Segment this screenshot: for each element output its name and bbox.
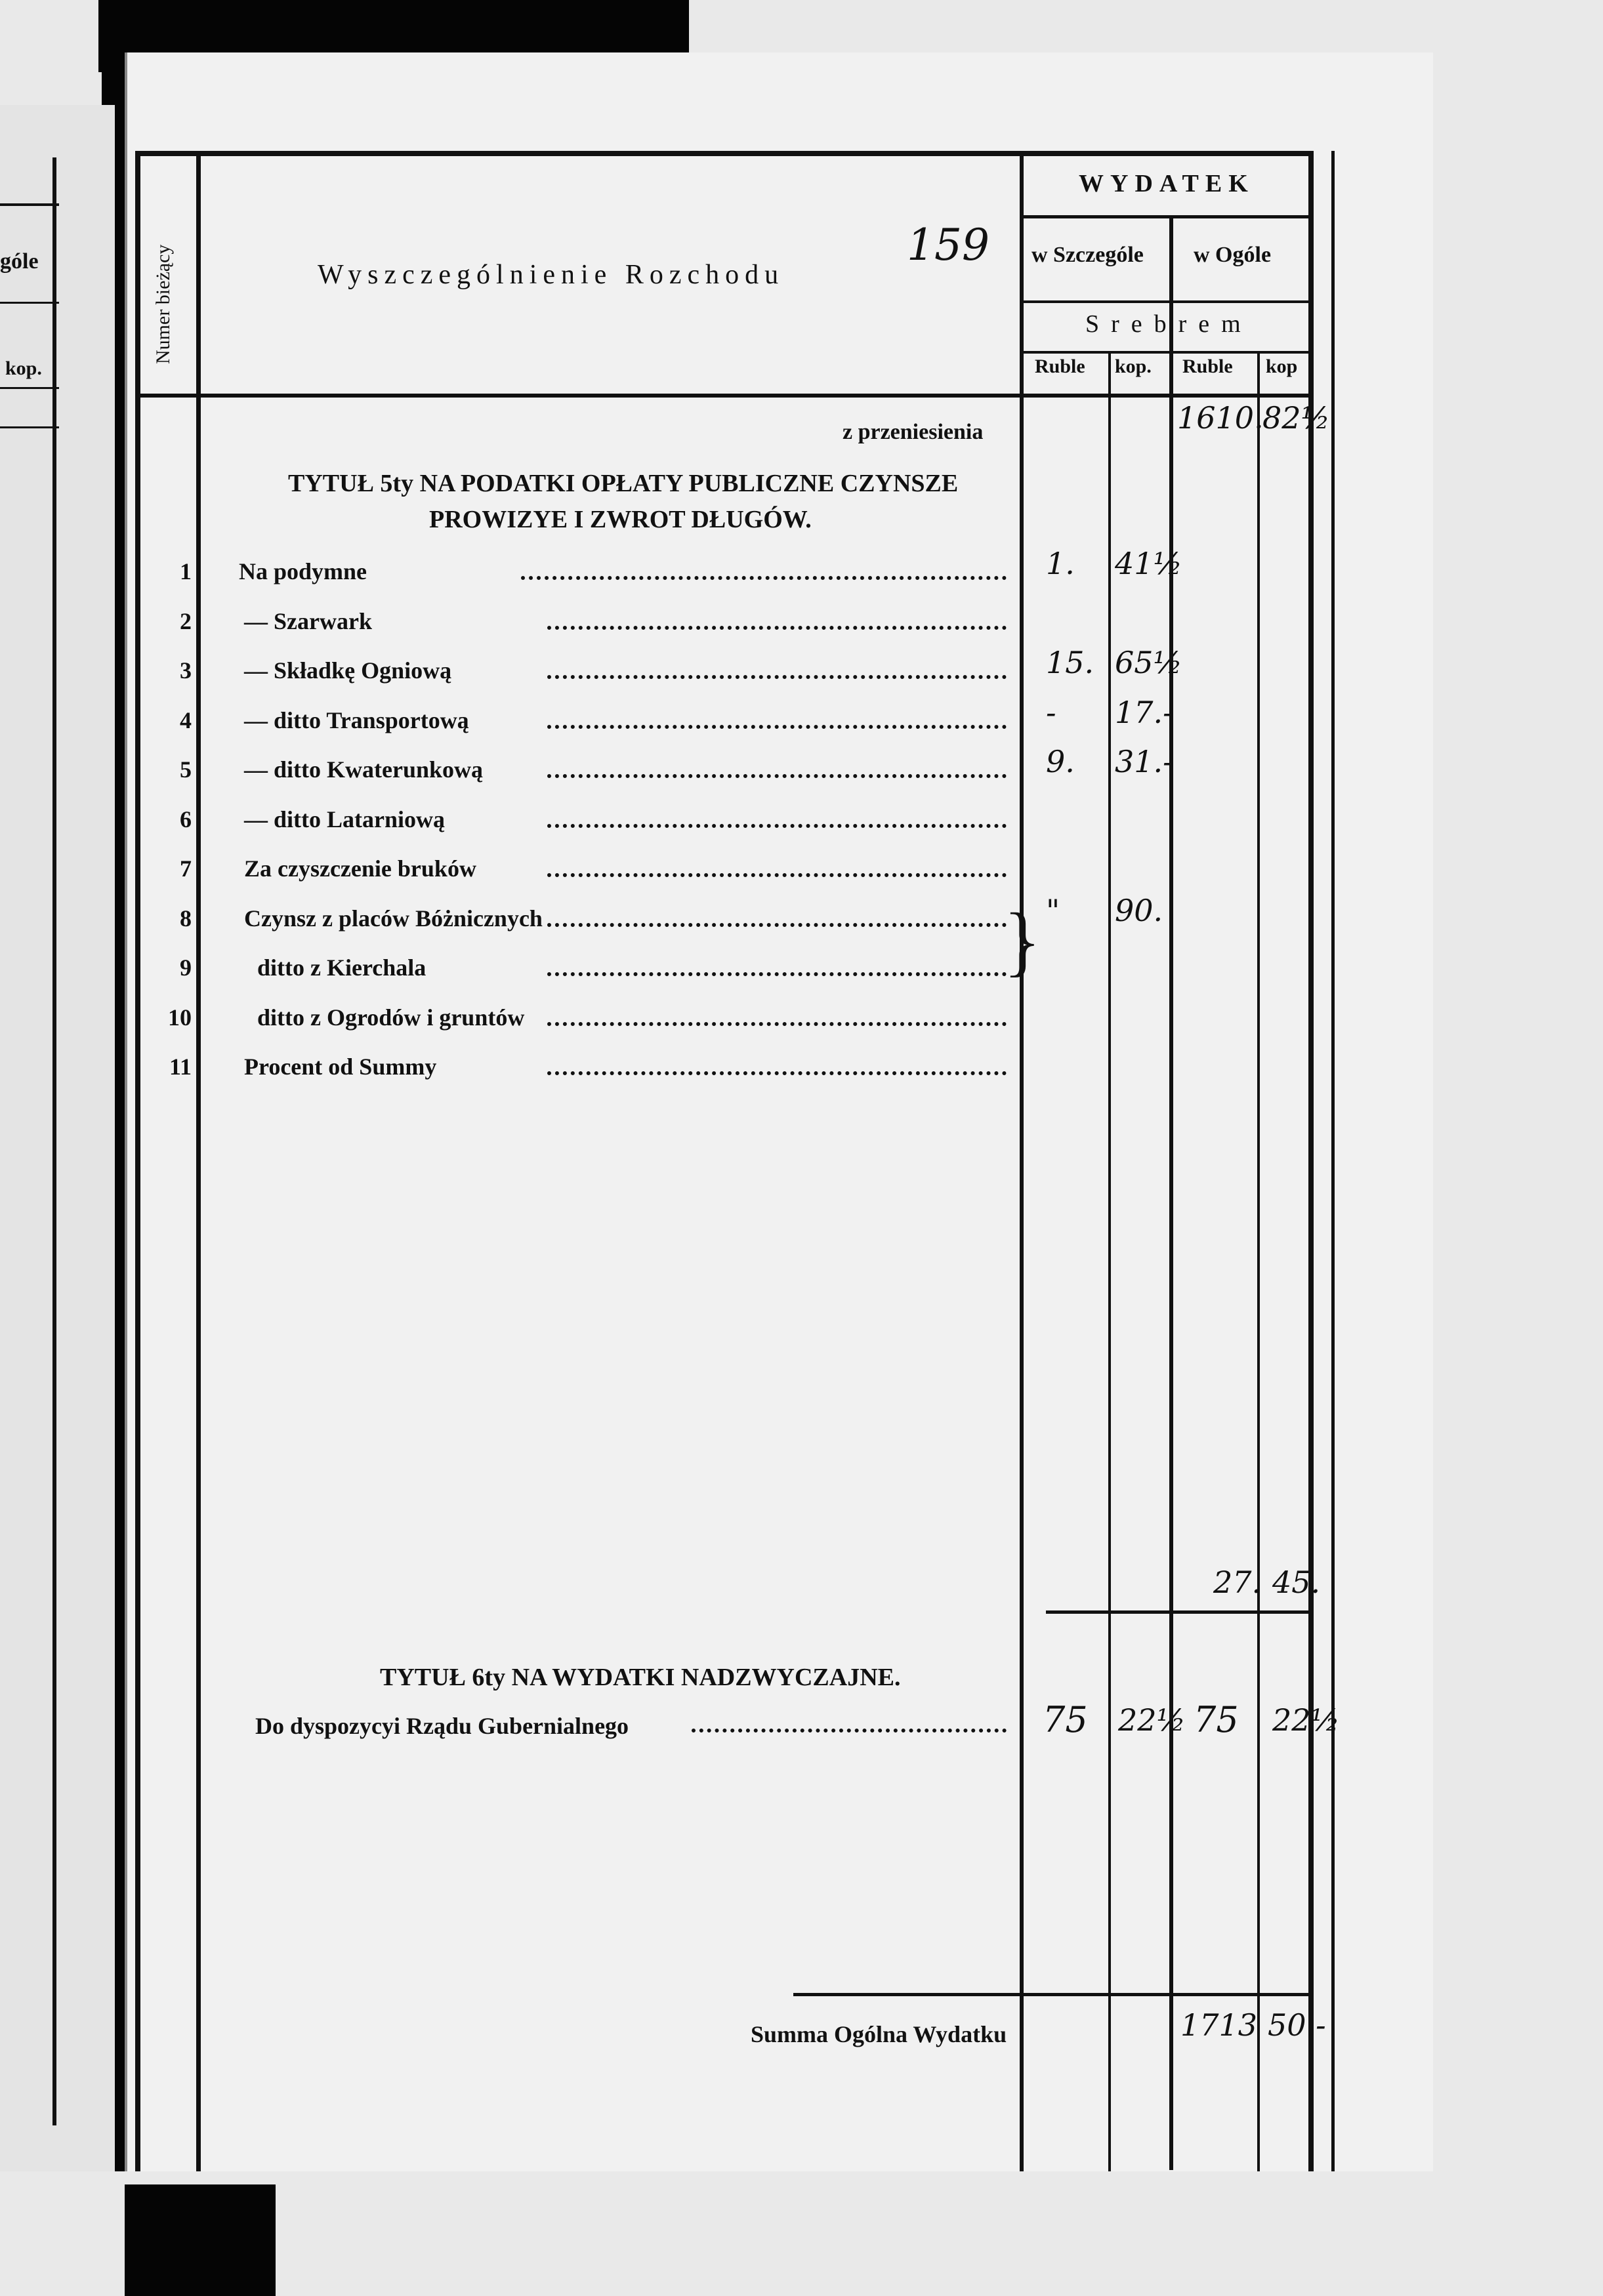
row-number: 1 (180, 558, 192, 584)
tytul-6-ruble-szczegole: 75 (1043, 1699, 1088, 1740)
row-label: — ditto Transportową (244, 707, 469, 733)
header-kop-2: kop (1266, 356, 1298, 377)
row-kop: 17.- (1115, 694, 1173, 730)
row-number: 10 (168, 1004, 192, 1031)
row-number: 9 (180, 954, 192, 981)
dot-leader (547, 626, 1007, 630)
tytul-6-title: TYTUŁ 6ty NA WYDATKI NADZWYCZAJNE. (380, 1664, 901, 1691)
row-number: 2 (180, 607, 192, 634)
tytul-5-line-2: PROWIZYE I ZWROT DŁUGÓW. (429, 506, 812, 533)
carry-kop: 82½ (1262, 400, 1331, 436)
row-label: Procent od Summy (244, 1054, 437, 1080)
header-w-szczegole: w Szczególe (1031, 243, 1144, 267)
row-ruble: 9. (1046, 744, 1075, 779)
row-label: Na podymne (239, 558, 367, 584)
page-number: 159 (907, 220, 989, 270)
header-w-ogole: w Ogóle (1194, 243, 1272, 267)
dot-leader (547, 675, 1007, 679)
dot-leader (547, 1022, 1007, 1026)
row-ruble: 1. (1046, 546, 1075, 581)
carry-label: z przeniesienia (843, 420, 984, 444)
row-number: 5 (180, 756, 192, 783)
dot-leader (547, 774, 1007, 778)
row-label: Czynsz z placów Bóżnicznych (244, 905, 543, 932)
page-title: Wyszczególnienie Rozchodu (318, 260, 785, 290)
row-kop: 31.- (1115, 744, 1173, 779)
dot-leader (547, 923, 1007, 927)
prev-page-ogole: góle (0, 249, 39, 274)
dot-leader (547, 725, 1007, 729)
row-label: — ditto Latarniową (244, 806, 445, 832)
scan-border-bottom (125, 2184, 276, 2296)
header-kop-1: kop. (1115, 356, 1152, 377)
header-wydatek: WYDATEK (1079, 170, 1255, 197)
total-kop: 50.- (1268, 2007, 1326, 2043)
bracket-rows-8-9: } (1003, 897, 1041, 984)
dot-leader (547, 972, 1007, 976)
row-number: 6 (180, 806, 192, 832)
row-kop: 65½ (1115, 645, 1183, 680)
row-ruble: " (1046, 892, 1060, 928)
header-ruble-2: Ruble (1182, 356, 1233, 377)
row-label: — Szarwark (244, 607, 372, 634)
total-label: Summa Ogólna Wydatku (751, 2021, 1007, 2047)
row-ruble: - (1046, 694, 1056, 730)
carry-ruble: 1610. (1177, 400, 1264, 436)
tytul-5-line-1: TYTUŁ 5ty NA PODATKI OPŁATY PUBLICZNE CZYNSZE (288, 470, 959, 497)
dot-leader (521, 576, 1007, 580)
row-label: — ditto Kwaterunkową (244, 756, 484, 783)
header-ruble-1: Ruble (1035, 356, 1085, 377)
previous-page-fragment (0, 105, 115, 2171)
dot-leader (547, 1071, 1007, 1075)
subtotal-ruble: 27. (1213, 1565, 1262, 1600)
tytul-6-ruble-ogole: 75 (1194, 1699, 1239, 1740)
row-number: 7 (180, 855, 192, 882)
tytul-6-label: Do dyspozycyi Rządu Gubernialnego (255, 1713, 629, 1739)
row-number: 4 (180, 707, 192, 733)
dot-leader (547, 873, 1007, 877)
prev-page-kop: kop. (5, 358, 42, 379)
row-label: — Składkę Ogniową (244, 657, 452, 684)
column-header-numer: Numer bieżący (152, 244, 174, 364)
ledger-page (125, 52, 1433, 2171)
total-ruble: 1713 (1180, 2007, 1258, 2043)
row-kop: 41½ (1115, 546, 1183, 581)
tytul-6-kop-szczegole: 22½ (1118, 1702, 1186, 1738)
row-label: ditto z Ogrodów i gruntów (257, 1004, 525, 1031)
dot-leader (547, 824, 1007, 828)
row-kop: 90. (1115, 892, 1163, 928)
row-number: 3 (180, 657, 192, 684)
row-number: 11 (169, 1054, 192, 1080)
row-number: 8 (180, 905, 192, 932)
row-label: Za czyszczenie bruków (244, 855, 476, 882)
row-ruble: 15. (1046, 645, 1094, 680)
row-label: ditto z Kierchala (257, 954, 427, 981)
subtotal-kop: 45. (1272, 1565, 1321, 1600)
header-srebrem: Srebrem (1085, 310, 1253, 338)
tytul-6-kop-ogole: 22½ (1272, 1702, 1341, 1738)
